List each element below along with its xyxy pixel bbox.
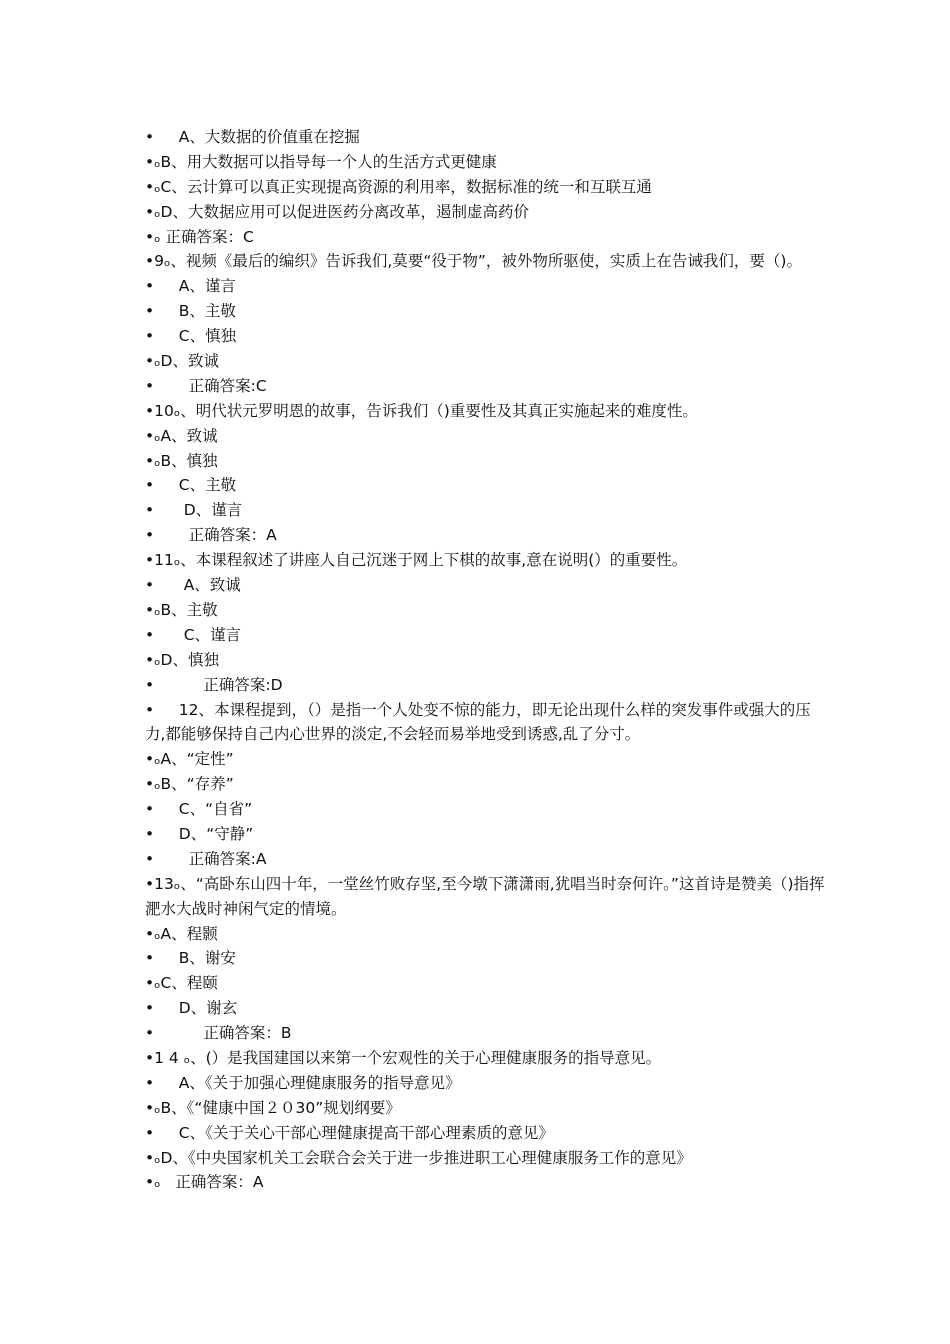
- option-line: • C、“自省”: [145, 800, 253, 819]
- option-line: •ₒD、大数据应用可以促进医药分离改革，遏制虚高药价: [145, 202, 529, 221]
- option-line: • C、慎独: [145, 327, 237, 346]
- answer-line: • 正确答案:C: [145, 376, 267, 395]
- option-line: • C、谨言: [145, 625, 242, 644]
- question-9: •9ₒ、视频《最后的编织》告诉我们,莫要“役于物”，被外物所驱使，实质上在告诫我们，要（)。: [145, 252, 802, 271]
- option-line: • A、大数据的价值重在挖掘: [145, 128, 360, 146]
- answer-line: •ₒ 正确答案：A: [145, 1173, 264, 1192]
- option-line: • B、谢安: [145, 949, 236, 968]
- option-line: •ₒD、慎独: [145, 650, 219, 669]
- question-13: •13ₒ、“高卧东山四十年，一堂丝竹败存坚,至今墩下潇潇雨,犹唱当时奈何许。”这首诗是赞美（)指挥淝水大战时神闲气定的情境。: [145, 874, 825, 918]
- option-line: •ₒD、致诚: [145, 352, 219, 371]
- option-line: •ₒA、“定性”: [145, 750, 234, 769]
- answer-line: • 正确答案：A: [145, 526, 277, 545]
- option-line: •ₒC、云计算可以真正实现提高资源的利用率，数据标准的统一和互联互通: [145, 177, 652, 196]
- option-line: • A、谨言: [145, 277, 236, 296]
- option-line: • D、谨言: [145, 501, 243, 520]
- option-line: • A、《关于加强心理健康服务的指导意见》: [145, 1073, 461, 1092]
- option-line: • B、主敬: [145, 302, 236, 321]
- option-line: •ₒB、慎独: [145, 451, 218, 470]
- option-line: • A、致诚: [145, 576, 241, 595]
- question-12: • 12、本课程提到，（）是指一个人处变不惊的能力，即无论出现什么样的突发事件或强大的压力,都能够保持自己内心世界的淡定,不会轻而易举地受到诱惑,乱了分寸。: [145, 700, 811, 744]
- option-line: • D、谢玄: [145, 999, 238, 1018]
- option-line: • C、《关于关心干部心理健康提高干部心理素质的意见》: [145, 1123, 554, 1142]
- question-14: •1 4 ₒ、(）是我国建国以来第一个宏观性的关于心理健康服务的指导意见。: [145, 1049, 662, 1068]
- option-line: •ₒB、“存养”: [145, 775, 234, 794]
- option-line: •ₒA、致诚: [145, 426, 218, 445]
- answer-line: • 正确答案：B: [145, 1024, 292, 1043]
- question-11: •11ₒ、本课程叙述了讲座人自己沉迷于网上下棋的故事,意在说明(）的重要性。: [145, 551, 688, 570]
- answer-line: • 正确答案:D: [145, 675, 283, 694]
- option-line: • D、“守静”: [145, 824, 254, 843]
- answer-line: • 正确答案:A: [145, 849, 267, 868]
- option-line: • C、主敬: [145, 476, 237, 495]
- option-line: •ₒB、主敬: [145, 600, 218, 619]
- option-line: •ₒA、程颢: [145, 924, 218, 943]
- answer-line: •ₒ 正确答案：C: [145, 227, 254, 246]
- option-line: •ₒC、程颐: [145, 974, 218, 993]
- option-line: •ₒB、用大数据可以指导每一个人的生活方式更健康: [145, 152, 497, 171]
- question-10: •10ₒ、明代状元罗明恩的故事，告诉我们（)重要性及其真正实施起来的难度性。: [145, 401, 698, 420]
- option-line: •ₒD、《中央国家机关工会联合会关于进一步推进职工心理健康服务工作的意见》: [145, 1148, 692, 1167]
- document-body: [145, 125, 825, 1195]
- option-line: •ₒB、《“健康中国２０30”规划纲要》: [145, 1098, 401, 1117]
